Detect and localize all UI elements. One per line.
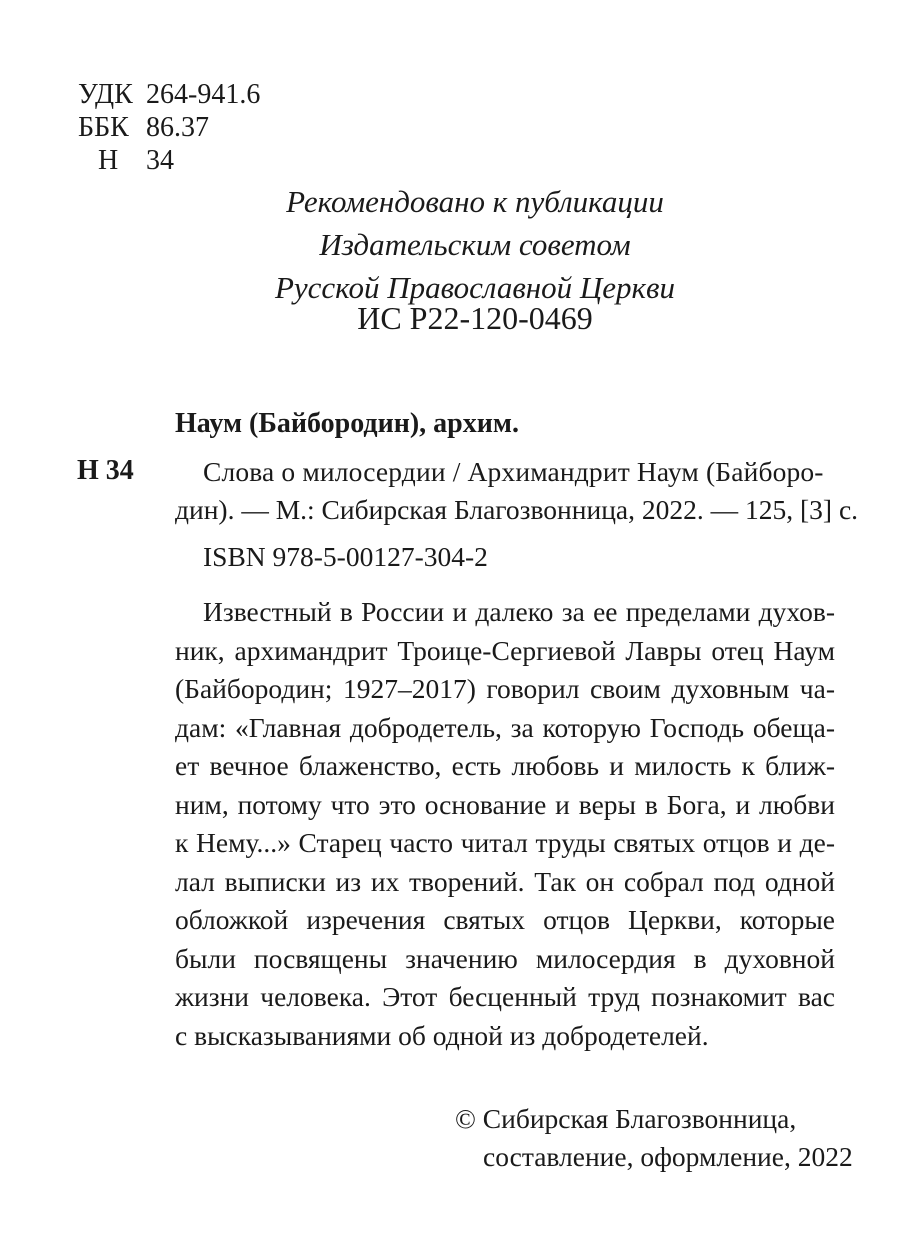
classification-codes (78, 78, 260, 177)
bbk-row (78, 111, 260, 144)
copyright-line: составление, оформление, 2022 (483, 1141, 853, 1172)
abstract-line: были посвящены значению милосердия в духовной (175, 942, 835, 974)
isbn: ISBN 978-5-00127-304-2 (203, 541, 488, 572)
recommendation-line: Рекомендовано к публикации (286, 184, 664, 219)
udk-label: УДК (78, 79, 133, 110)
udk-value: 264-941.6 (146, 79, 261, 110)
abstract-line: к Нему...» Старец часто читал труды святых отцов и де- (175, 827, 835, 858)
copyright-line: © Сибирская Благозвонница, (455, 1103, 797, 1134)
copyright-notice (455, 1100, 853, 1176)
abstract-line: дам: «Главная добродетель, за которую Господь обеща- (175, 711, 835, 743)
recommendation-line: Издательским советом (319, 227, 631, 262)
abstract-line: ник, архимандрит Троице-Сергиевой Лавры отец Наум (175, 634, 835, 666)
recommendation-line: Русской Православной Церкви (274, 270, 676, 305)
author-mark-label: Н (98, 145, 119, 176)
bbk-label: ББК (78, 112, 129, 143)
description-line: Слова о милосердии / Архимандрит Наум (Байборо- (203, 456, 824, 487)
council-approval-code: ИС Р22-120-0469 (357, 300, 593, 336)
bbk-value: 86.37 (146, 112, 209, 143)
udk-row (78, 78, 260, 111)
author-mark-row (78, 144, 260, 177)
abstract-line: жизни человека. Этот бесценный труд познакомит вас (175, 981, 835, 1012)
bibliographic-description (175, 453, 859, 529)
abstract-line: ним, потому что это основание и веры в Бога, и любви (175, 788, 835, 820)
abstract-line: (Байбородин; 1927–2017) говорил своим духовным ча- (175, 673, 835, 704)
abstract-line: Известный в России и далеко за ее пределами духов- (203, 596, 835, 627)
abstract-line: ет вечное блаженство, есть любовь и милость к ближ- (175, 750, 835, 781)
abstract-line: лал выписки из их творений. Так он собрал под одной (175, 865, 835, 897)
author-heading: Наум (Байбородин), архим. (175, 408, 519, 439)
abstract-line: обложкой изречения святых отцов Церкви, которые (175, 904, 835, 935)
abstract (175, 593, 835, 1055)
publication-recommendation (180, 180, 770, 309)
author-mark-value: 34 (146, 145, 174, 176)
call-number: Н 34 (77, 455, 134, 486)
description-line: дин). — М.: Сибирская Благозвонница, 2022. — 125, [3] с. (175, 494, 859, 525)
abstract-line: с высказываниями об одной из добродетелей. (175, 1019, 709, 1051)
